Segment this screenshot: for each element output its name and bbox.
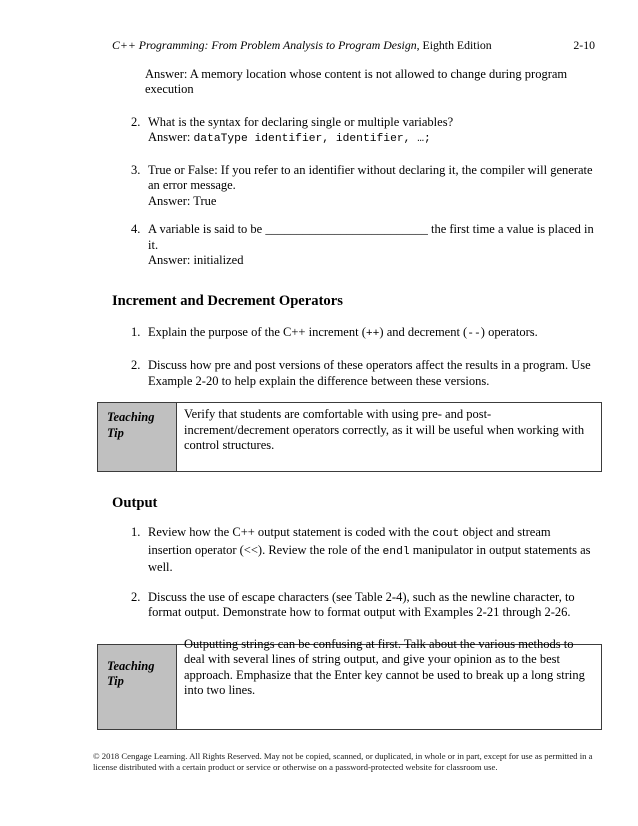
q4-blank-line: __________________________	[265, 222, 428, 236]
teaching-tip-label: Teaching Tip	[107, 410, 155, 440]
q2-answer-label: Answer:	[148, 130, 194, 144]
item-text: Discuss how pre and post versions of these operators affect the results in a program. Use Example 2-20 to help explain the difference between these versions.	[148, 358, 591, 388]
item-text: Discuss the use of escape characters (see Table 2-4), such as the newline character, to format output. Demonstrate how to format output with Examples 2-21 through 2-26.	[148, 589, 575, 619]
teaching-tip-box-2	[97, 636, 602, 730]
list-item-q3	[112, 163, 595, 210]
teaching-tip-label: Teaching Tip	[107, 658, 155, 688]
item-text	[148, 115, 595, 148]
inc1-seg1: Explain the purpose of the C++ increment (	[148, 324, 366, 339]
inc1-code-decrement: --	[467, 327, 481, 340]
item-number: 1.	[131, 324, 141, 339]
item-number: 4.	[131, 222, 141, 236]
q2-answer-code: dataType identifier, identifier, …;	[193, 133, 431, 145]
inc1-seg2: ) and decrement (	[379, 324, 468, 339]
q4-after-blank: the first time a value is placed in it.	[148, 222, 594, 252]
teaching-tip-text-cell	[177, 636, 601, 729]
inc1-seg3: ) operators.	[480, 324, 538, 339]
section-heading-increment-decrement: Increment and Decrement Operators	[112, 292, 343, 309]
page-number: 2-10	[573, 38, 595, 52]
teaching-tip-text: Outputting strings can be confusing at first. Talk about the various methods to deal with several lines of string output, and give your opinion as to the best approach. Emphasize that the Enter key cannot be used to break up a long string into two lines.	[184, 636, 585, 697]
question1-answer: Answer: A memory location whose content is not allowed to change during program execution	[145, 66, 568, 96]
book-title-edition: , Eighth Edition	[416, 38, 492, 52]
list-item-out-1	[112, 525, 595, 576]
list-item-inc-2	[112, 358, 595, 389]
teaching-tip-label-cell	[98, 403, 177, 471]
running-header	[112, 38, 595, 54]
out1-seg3: manipulator in output statements as well.	[148, 542, 591, 574]
copyright-footer: © 2018 Cengage Learning. All Rights Reserved. May not be copied, scanned, or duplicated, in whole or in part, except for use as permitted in a license distributed with a certain product or service or otherwise on a password-protected website for classroom use.	[93, 751, 593, 772]
item-text	[148, 525, 595, 576]
header-book-title	[112, 38, 492, 54]
list-item-inc-1	[112, 325, 595, 343]
teaching-tip-box-1	[97, 402, 602, 472]
item-text	[148, 222, 595, 269]
item-text	[148, 325, 595, 343]
list-item-q4	[112, 222, 595, 269]
book-title-italic: C++ Programming: From Problem Analysis to Program Design	[112, 38, 417, 52]
out1-seg1: Review how the C++ output statement is coded with the	[148, 525, 433, 539]
q4-answer: Answer: initialized	[148, 253, 244, 267]
item-number: 2.	[131, 589, 141, 604]
item-number: 3.	[131, 162, 141, 177]
item-number: 2.	[131, 114, 141, 129]
q4-before-blank: A variable is said to be	[148, 222, 266, 236]
list-item-out-2	[112, 590, 595, 621]
out1-seg2: object and stream insertion operator (<<). Review the role of the	[148, 525, 551, 557]
out1-code-endl: endl	[382, 545, 410, 558]
list-item-q2	[112, 115, 595, 148]
teaching-tip-text: Verify that students are comfortable with using pre- and post-increment/decrement operators correctly, as it will be useful when working with control structures.	[184, 407, 585, 452]
inc1-code-increment: ++	[365, 327, 380, 340]
item-number: 1.	[131, 525, 141, 539]
q3-answer: Answer: True	[148, 193, 217, 208]
item-text	[148, 163, 595, 210]
section-heading-output: Output	[112, 495, 158, 511]
teaching-tip-text-cell	[177, 403, 601, 471]
out1-code-cout: cout	[432, 528, 460, 540]
q3-question: True or False: If you refer to an identifier without declaring it, the compiler will generate an error message.	[148, 162, 593, 192]
q2-question: What is the syntax for declaring single or multiple variables?	[148, 114, 454, 129]
item-number: 2.	[131, 358, 141, 372]
teaching-tip-label-cell	[98, 645, 177, 729]
